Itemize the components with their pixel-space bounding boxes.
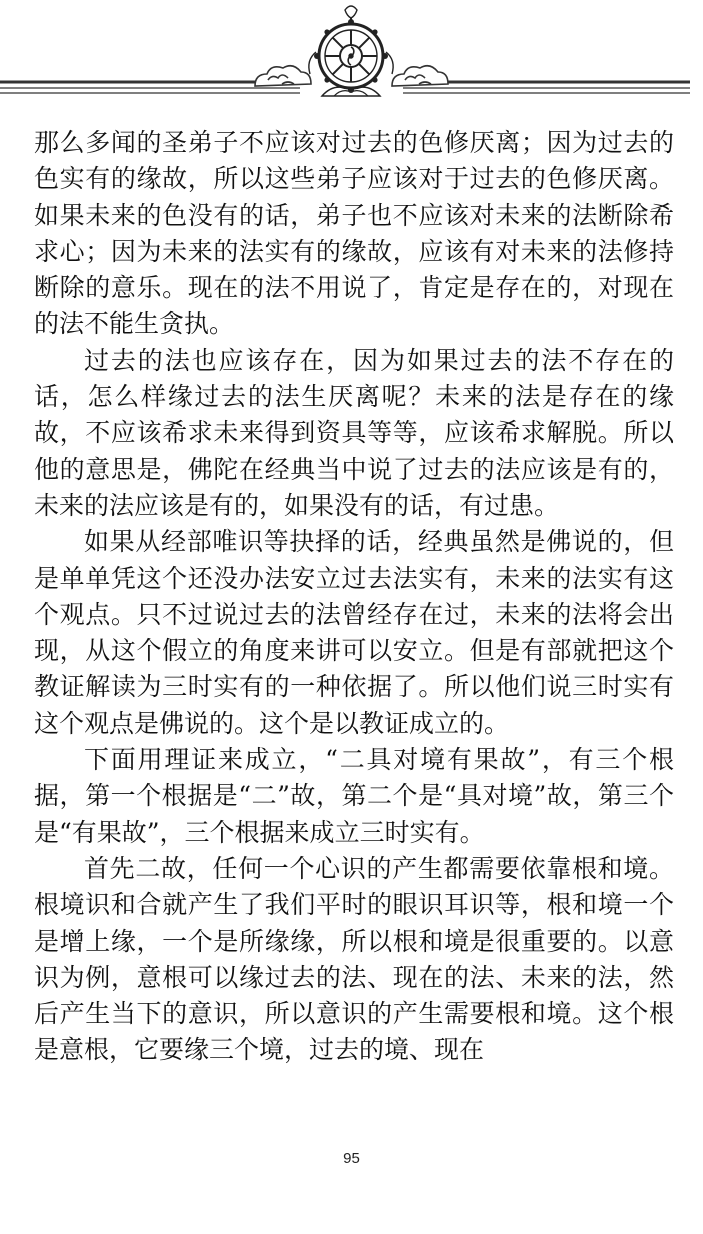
paragraph: 如果从经部唯识等抉择的话，经典虽然是佛说的，但是单单凭这个还没办法安立过去法实有，未来的法实有这个观点。只不过说过去的法曾经存在过，未来的法将会出现，从这个假立的角度来讲可以安立。但是有部就把这个教证解读为三时实有的一种依据了。所以他们说三时实有这个观点是佛说的。这个是以教证成立的。 — [34, 527, 674, 738]
body-text — [34, 125, 674, 1069]
paragraph: 那么多闻的圣弟子不应该对过去的色修厌离；因为过去的色实有的缘故，所以这些弟子应该对于过去的色修厌离。如果未来的色没有的话，弟子也不应该对未来的法断除希求心；因为未来的法实有的缘故，应该有对未来的法修持断除的意乐。现在的法不用说了，肯定是存在的，对现在的法不能生贪执。 — [34, 128, 674, 339]
paragraph: 过去的法也应该存在，因为如果过去的法不存在的话，怎么样缘过去的法生厌离呢？未来的法是存在的缘故，不应该希求未来得到资具等等，应该希求解脱。所以他的意思是，佛陀在经典当中说了过去的法应该是有的，未来的法应该是有的，如果没有的话，有过患。 — [34, 345, 674, 520]
dharma-wheel-icon — [309, 6, 393, 96]
paragraph: 首先二故，任何一个心识的产生都需要依靠根和境。根境识和合就产生了我们平时的眼识耳识等，根和境一个是增上缘，一个是所缘缘，所以根和境是很重要的。以意识为例，意根可以缘过去的法、现在的法、未来的法，然后产生当下的意识，所以意识的产生需要根和境。这个根是意根，它要缘三个境，过去的境、现在 — [34, 853, 674, 1065]
paragraph: 下面用理证来成立，“二具对境有果故”，有三个根据，第一个根据是“二”故，第二个是“具对境”故，第三个是“有果故”，三个根据来成立三时实有。 — [34, 745, 674, 847]
right-cloud-icon — [392, 66, 448, 86]
header-ornament — [0, 0, 703, 110]
page-number: 95 — [343, 1150, 360, 1167]
left-cloud-icon — [255, 66, 311, 86]
